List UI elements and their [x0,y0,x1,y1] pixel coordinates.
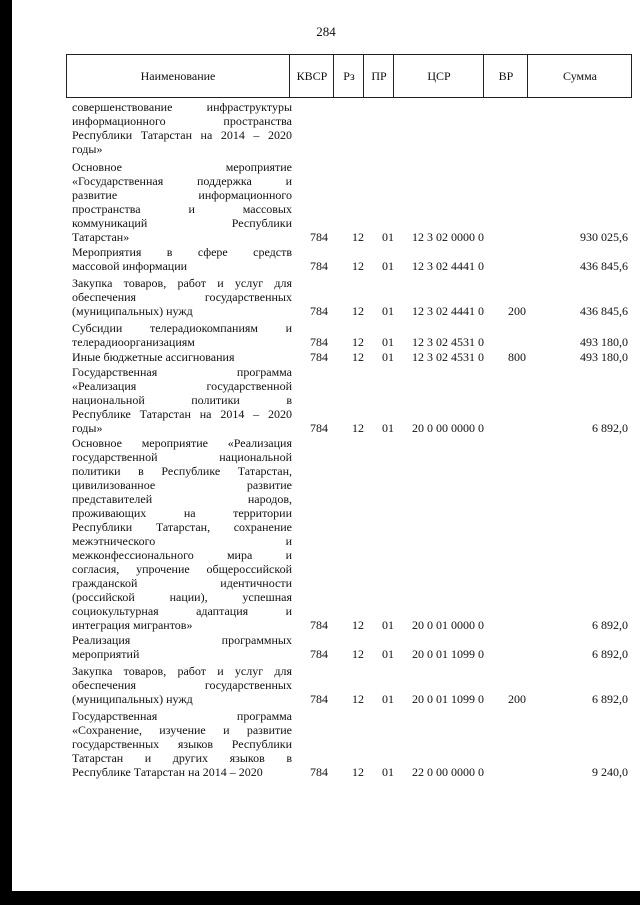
row-name [72,709,292,779]
header-rz: Рз [333,55,364,97]
row-sum: 9 240,0 [592,765,628,779]
row-name-line: проживающих на территории [72,506,292,520]
row-kvsr: 784 [310,304,328,318]
row-csr: 12 3 02 4531 0 [412,335,484,349]
row-name-line: информационного пространства [72,114,292,128]
table-row [12,350,640,364]
header-name: Наименование [140,69,216,83]
row-name-line: государственной национальной [72,450,292,464]
table-row [12,709,640,779]
row-pr: 01 [382,350,394,364]
row-name-line: Иные бюджетные ассигнования [72,350,235,364]
row-name [72,436,292,632]
row-name-line: Закупка товаров, работ и услуг для [72,664,292,678]
row-name-line: «Реализация государственной [72,379,292,393]
table-row [12,436,640,632]
scan-bottom-edge [0,891,640,905]
row-kvsr: 784 [310,692,328,706]
row-pr: 01 [382,618,394,632]
header-vr: ВР [483,55,528,97]
row-name-line: Основное мероприятие [72,160,292,174]
header-sum: Сумма [527,55,632,97]
row-name-line: Татарстан и других языков в [72,751,292,765]
row-rz: 12 [352,259,364,273]
row-kvsr: 784 [310,421,328,435]
row-name-line: социокультурная адаптация и [72,604,292,618]
row-vr: 800 [508,350,526,364]
row-name-line: телерадиоорганизациям [72,335,195,349]
row-name-line: государственных языков Республики [72,737,292,751]
row-name-line: Государственная программа [72,709,292,723]
row-name-line: согласия, упрочение общероссийской [72,562,292,576]
row-name [72,321,292,349]
row-pr: 01 [382,230,394,244]
row-name-line: Республике Татарстан на 2014 – 2020 [72,407,292,421]
row-pr: 01 [382,259,394,273]
row-sum: 436 845,6 [580,259,628,273]
row-name-line: представителей народов, [72,492,292,506]
row-name-line: «Сохранение, изучение и развитие [72,723,292,737]
row-name [72,350,292,364]
row-sum: 436 845,6 [580,304,628,318]
row-csr: 20 0 01 1099 0 [412,692,484,706]
row-name [72,276,292,318]
row-name-line: Реализация программных [72,633,292,647]
row-name-line: Субсидии телерадиокомпаниям и [72,321,292,335]
row-sum: 6 892,0 [592,618,628,632]
row-name-line: «Государственная поддержка и [72,174,292,188]
row-kvsr: 784 [310,335,328,349]
row-name-line: Основное мероприятие «Реализация [72,436,292,450]
row-sum: 930 025,6 [580,230,628,244]
page-number: 284 [316,24,336,39]
row-csr: 20 0 00 0000 0 [412,421,484,435]
row-name-line: обеспечения государственных [72,678,292,692]
table-row [12,321,640,349]
row-name-line: гражданской идентичности [72,576,292,590]
row-csr: 20 0 01 0000 0 [412,618,484,632]
row-name-line: (муниципальных) нужд [72,692,193,706]
row-pr: 01 [382,421,394,435]
row-name-line: обеспечения государственных [72,290,292,304]
row-name-line: (российской нации), успешная [72,590,292,604]
row-name-line: пространства и массовых [72,202,292,216]
document-page [12,0,640,891]
row-rz: 12 [352,692,364,706]
row-kvsr: 784 [310,230,328,244]
row-rz: 12 [352,230,364,244]
row-rz: 12 [352,421,364,435]
row-csr: 22 0 00 0000 0 [412,765,484,779]
row-kvsr: 784 [310,647,328,661]
row-name-line: Государственная программа [72,365,292,379]
table-row [12,276,640,318]
row-name [72,365,292,435]
row-name-line: политики в Республике Татарстан, [72,464,292,478]
header-pr: ПР [363,55,394,97]
row-name-line: коммуникаций Республики [72,216,292,230]
row-rz: 12 [352,647,364,661]
table-row [12,160,640,244]
row-csr: 20 0 01 1099 0 [412,647,484,661]
row-name-line: цивилизованное развитие [72,478,292,492]
row-name-line: Республики Татарстан, сохранение [72,520,292,534]
row-vr: 200 [508,692,526,706]
row-rz: 12 [352,618,364,632]
row-sum: 6 892,0 [592,421,628,435]
row-csr: 12 3 02 4441 0 [412,304,484,318]
row-rz: 12 [352,304,364,318]
row-pr: 01 [382,647,394,661]
table-row [12,664,640,706]
row-kvsr: 784 [310,350,328,364]
row-rz: 12 [352,335,364,349]
row-rz: 12 [352,350,364,364]
row-kvsr: 784 [310,618,328,632]
row-rz: 12 [352,765,364,779]
row-csr: 12 3 02 4531 0 [412,350,484,364]
row-pr: 01 [382,692,394,706]
header-kvsr: КВСР [289,55,334,97]
row-pr: 01 [382,304,394,318]
table-body [12,100,640,779]
row-csr: 12 3 02 0000 0 [412,230,484,244]
row-sum: 6 892,0 [592,647,628,661]
row-name [72,100,292,156]
table-row [12,633,640,661]
row-name-line: интеграция мигрантов» [72,618,193,632]
header-csr: ЦСР [393,55,484,97]
row-name-line: мероприятий [72,647,140,661]
row-sum: 6 892,0 [592,692,628,706]
row-name-line: Татарстан» [72,230,130,244]
row-name-line: Республике Татарстан на 2014 – 2020 [72,765,263,779]
row-name [72,664,292,706]
row-name-line: национальной политики в [72,393,292,407]
row-name-line: развитие информационного [72,188,292,202]
row-name-line: (муниципальных) нужд [72,304,193,318]
scan-left-edge [0,0,12,905]
row-sum: 493 180,0 [580,350,628,364]
table-header [66,54,632,98]
row-name-line: Мероприятия в сфере средств [72,245,292,259]
row-name [72,245,292,273]
row-name-line: годы» [72,421,103,435]
row-name [72,633,292,661]
table-row [12,100,640,156]
row-name-line: Закупка товаров, работ и услуг для [72,276,292,290]
row-pr: 01 [382,335,394,349]
row-kvsr: 784 [310,259,328,273]
row-kvsr: 784 [310,765,328,779]
table-row [12,245,640,273]
row-name-line: Республики Татарстан на 2014 – 2020 [72,128,292,142]
row-vr: 200 [508,304,526,318]
row-name-line: межконфессионального мира и [72,548,292,562]
row-pr: 01 [382,765,394,779]
row-sum: 493 180,0 [580,335,628,349]
table-row [12,365,640,435]
row-name-line: совершенствование инфраструктуры [72,100,292,114]
row-name-line: годы» [72,142,103,156]
row-csr: 12 3 02 4441 0 [412,259,484,273]
row-name-line: массовой информации [72,259,188,273]
row-name-line: межэтнического и [72,534,292,548]
row-name [72,160,292,244]
